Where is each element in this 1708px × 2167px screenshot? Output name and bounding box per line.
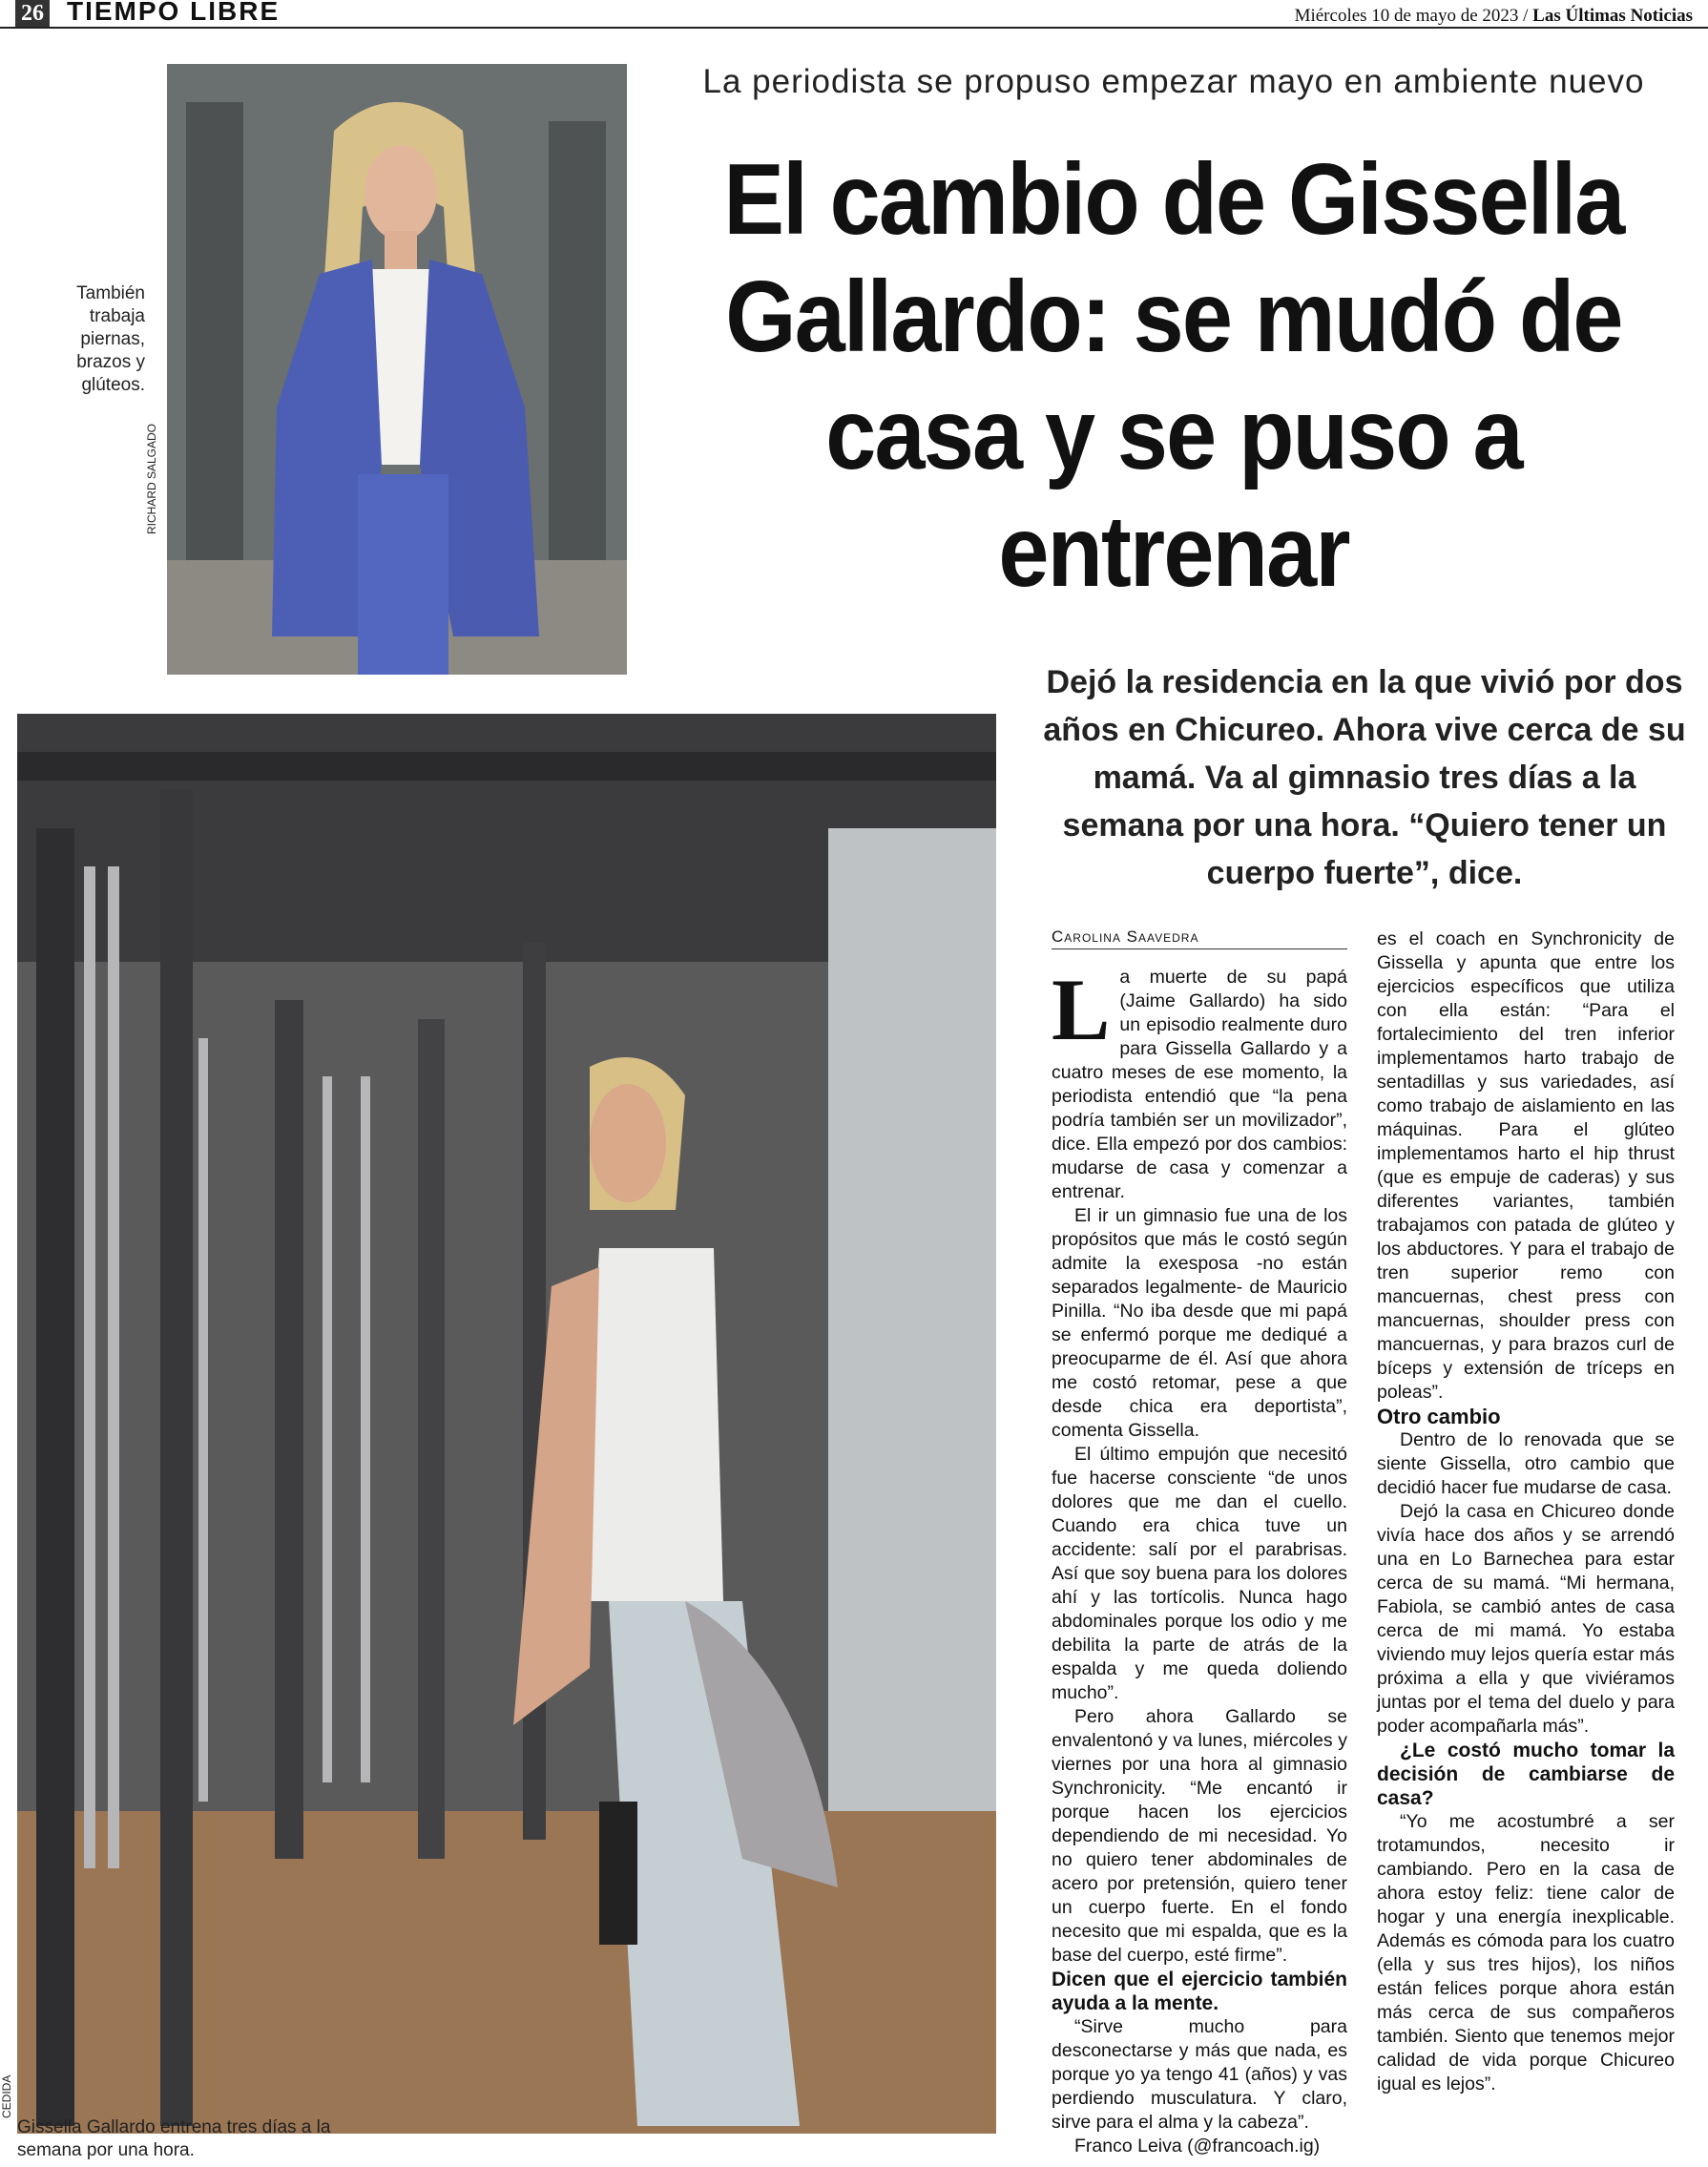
portrait-photo-illustration [167,64,627,675]
subheading: Otro cambio [1377,1405,1501,1428]
byline: Carolina Saavedra [1052,927,1347,949]
paragraph: Dejó la casa en Chicureo donde vivía hace dos años y se arrendó una en Lo Barnechea para estar cerca de su mamá. “Mi hermana, Fabiola, se cambió antes de casa cerca de mi mamá. Yo estaba viviendo muy lejos quería estar más próxima a ella y que viviéramos juntas por el tema del duelo y para poder acompañarla más”. [1377,1501,1675,1737]
article-headline: El cambio de Gissella Gallardo: se mudó de casa y se puso a entrenar [723,143,1624,608]
page-number: 26 [15,0,50,27]
paragraph: Dentro de lo renovada que se siente Gissella, otro cambio que decidió hacer fue mudarse de casa. [1377,1429,1675,1498]
section-title: TIEMPO LIBRE [67,0,281,26]
paragraph: “Yo me acostumbré a ser trotamundos, necesito ir cambiando. Pero en la casa de ahora estoy feliz: tiene calor de hogar y una energía inexplicable. Además es cómoda para los cuatro (ella y sus tres hijos), los niños están felices porque ahora están más cerca de sus compañeros también. Siento que tenemos mejor calidad de vida porque Chicureo igual es lejos”. [1377,1811,1675,2094]
article-column-1 [1052,961,1347,2158]
article-column-2 [1377,927,1675,2096]
paragraph: Pero ahora Gallardo se envalentonó y va lunes, miércoles y viernes por una hora al gimnasio Synchronicity. “Me encantó ir porque hacen los ejercicios dependiendo de mi necesidad. Yo no quiero tener abdominales de acero por pretensión, quiero tener un cuerpo fuerte. En el fondo necesito que mi espalda, que es la base del cuerpo, esté firme”. [1052,1706,1347,1966]
paragraph: La muerte de su papá (Jaime Gallardo) ha sido un episodio realmente duro para Gissella Gallardo y a cuatro meses de ese momento, la periodista entendió que “la pena podría también ser un movilizador”, dice. Ella empezó por dos cambios: mudarse de casa y comenzar a entrenar. [1052,961,1347,1202]
paragraph: El ir un gimnasio fue una de los propósitos que más le costó según admite la exesposa -no están separados legalmente- de Mauricio Pinilla. “No iba desde que mi papá se enfermó porque me dediqué a preocuparme de él. Así que ahora me costó retomar, pese a que desde chica era deportista”, comenta Gissella. [1052,1205,1347,1441]
paragraph: es el coach en Synchronicity de Gissella y apunta que entre los ejercicios específicos que utiliza con ella están: “Para el fortalecimiento del tren inferior implementamos harto trabajo de sentadillas y sus variedades, así como trabajo de aislamiento en las máquinas. Para el glúteo implementamos harto el hip thrust (que es empuje de caderas) y sus diferentes variantes, también trabajamos con patada de glúteo y los abductores. Y para el trabajo de tren superior remo con mancuernas, chest press con mancuernas, shoulder press con mancuernas, y para brazos curl de bíceps y extensión de tríceps en poleas”. [1377,928,1675,1403]
dateline [1295,6,1693,27]
photo-caption-portrait: También trabaja piernas, brazos y glúteos. [76,283,145,395]
article-kicker: La periodista se propuso empezar mayo en ambiente nuevo [702,63,1645,100]
issue-date: Miércoles 10 de mayo de 2023 / [1294,6,1529,26]
drop-cap: L [1052,961,1111,1058]
article-deck: Dejó la residencia en la que vivió por dos años en Chicureo. Ahora vive cerca de su mamá. Va al gimnasio tres días a la semana por una hora. “Quiero tener un cuerpo fuerte”, dice. [1043,664,1686,891]
paragraph: Franco Leiva (@francoach.ig) [1074,2136,1321,2157]
gym-photo [17,714,996,2134]
photo-credit-portrait: RICHARD SALGADO [145,423,158,534]
photo-credit-gym: CEDIDA [0,2074,13,2118]
paragraph: El último empujón que necesitó fue hacerse consciente “de unos dolores que me dan el cuello. Cuando era chica tuve un accidente: salí por el parabrisas. Así que soy buena para los dolores ahí y las tortícolis. Nunca hago abdominales porque los odio y me debilita la parte de atrás de la espalda y me queda doliendo mucho”. [1052,1444,1347,1703]
interview-question: ¿Le costó mucho tomar la decisión de cambiarse de casa? [1377,1740,1675,1809]
publication-name: Las Últimas Noticias [1532,6,1693,26]
portrait-photo [167,64,627,675]
gym-photo-illustration [17,714,996,2134]
interview-question: Dicen que el ejercicio también ayuda a la mente. [1052,1969,1347,2014]
paragraph: “Sirve mucho para desconectarse y más que nada, es porque yo ya tengo 41 (años) y vas perdiendo musculatura. Y claro, sirve para el alma y la cabeza”. [1052,2016,1347,2133]
photo-caption-gym: Gissella Gallardo entrena tres días a la semana por una hora. [17,2117,331,2160]
